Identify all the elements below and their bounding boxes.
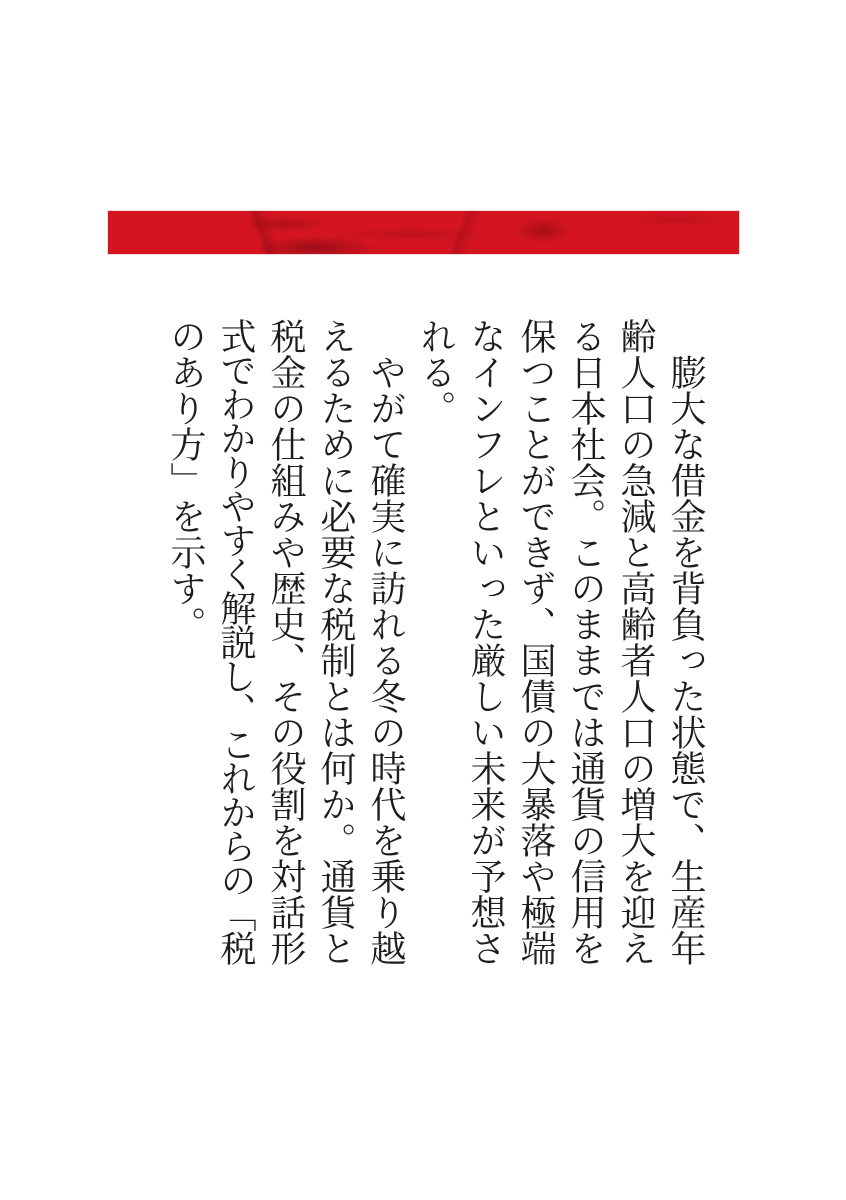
- text-column: 保つことができず、国債の大暴落や極端: [515, 318, 556, 966]
- text-column: 齢人口の急減と高齢者人口の増大を迎え: [615, 318, 656, 966]
- text-column: 式でわかりやすく解説し、これからの「税: [215, 318, 256, 964]
- text-column: えるために必要な税制とは何か。通貨と: [315, 318, 356, 966]
- text-column: 膨大な借金を背負った状態で、生産年: [665, 318, 706, 966]
- text-column: れる。: [415, 318, 456, 426]
- book-description-text: [160, 318, 710, 970]
- text-column: る日本社会。このままでは通貨の信用を: [565, 318, 606, 966]
- text-column: 税金の仕組みや歴史、その役割を対話形: [265, 318, 306, 966]
- text-column: なインフレといった厳しい未来が予想さ: [465, 318, 506, 966]
- red-marble-banner: [107, 210, 740, 255]
- text-column: やがて確実に訪れる冬の時代を乗り越: [365, 318, 406, 966]
- text-column: のあり方」を示す。: [165, 318, 206, 642]
